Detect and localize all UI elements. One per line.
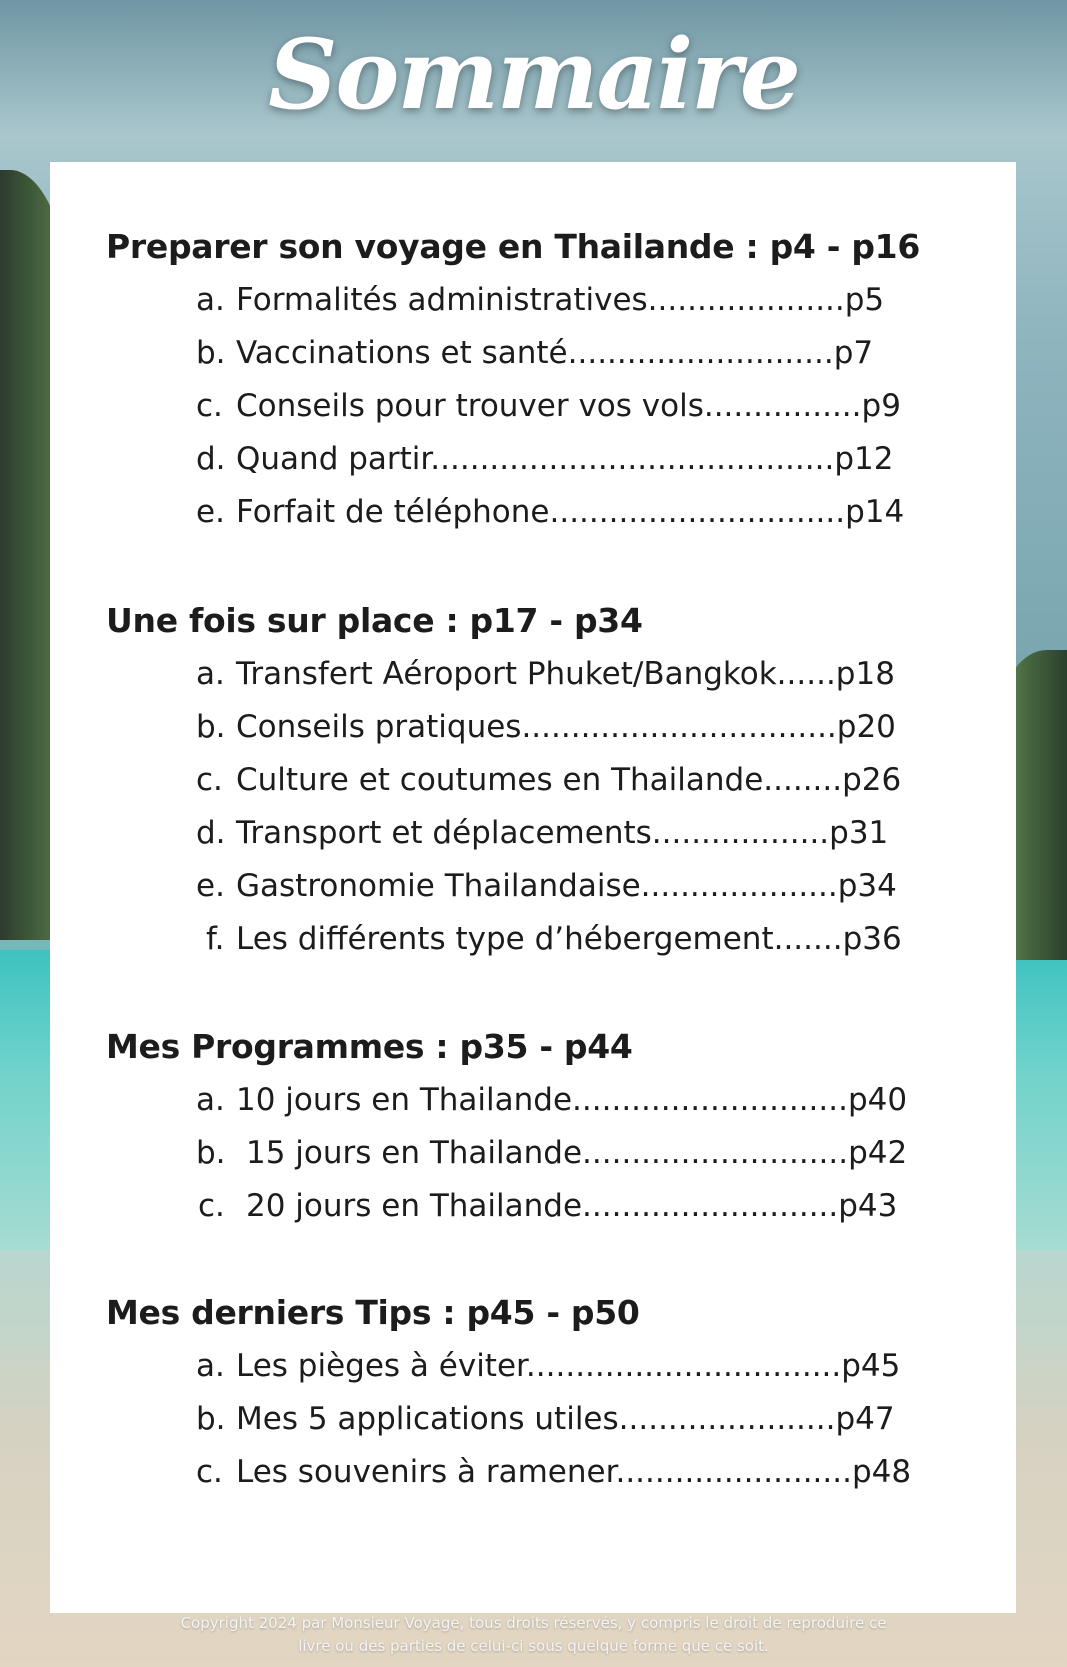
toc-item bbox=[106, 486, 986, 539]
item-text: 15 jours en Thailande...........................p42 bbox=[246, 1135, 908, 1171]
toc-item bbox=[106, 807, 986, 860]
item-text: 20 jours en Thailande..........................p43 bbox=[246, 1188, 898, 1224]
item-text: 10 jours en Thailande............................p40 bbox=[236, 1082, 908, 1118]
item-letter: a. bbox=[196, 1082, 225, 1118]
item-letter: e. bbox=[196, 494, 225, 530]
item-text: Les différents type d’hébergement.......p36 bbox=[236, 921, 902, 957]
item-text: Transport et déplacements..................p31 bbox=[236, 815, 889, 851]
item-text: Transfert Aéroport Phuket/Bangkok......p18 bbox=[236, 656, 895, 692]
toc-item bbox=[106, 1180, 986, 1233]
item-text: Culture et coutumes en Thailande........p26 bbox=[236, 762, 902, 798]
item-text: Conseils pratiques................................p20 bbox=[236, 709, 896, 745]
item-letter: d. bbox=[196, 815, 226, 851]
toc-item bbox=[106, 754, 986, 807]
toc-item bbox=[106, 1127, 986, 1180]
item-text: Quand partir.........................................p12 bbox=[236, 441, 894, 477]
toc-item bbox=[106, 648, 986, 701]
toc-section bbox=[106, 220, 986, 539]
copyright-line: Copyright 2024 par Monsieur Voyage, tous droits réservés, y compris le droit de reproduire ce bbox=[180, 1614, 887, 1632]
item-letter: a. bbox=[196, 656, 225, 692]
item-text: Les souvenirs à ramener........................p48 bbox=[236, 1454, 912, 1490]
section-heading: Mes Programmes : p35 - p44 bbox=[106, 1027, 633, 1066]
item-letter: c. bbox=[196, 1454, 223, 1490]
section-heading: Mes derniers Tips : p45 - p50 bbox=[106, 1293, 640, 1332]
item-letter: c. bbox=[198, 1188, 225, 1224]
toc-item bbox=[106, 1074, 986, 1127]
item-text: Vaccinations et santé...........................p7 bbox=[236, 335, 874, 371]
toc-item bbox=[106, 1393, 986, 1446]
copyright-line: livre ou des parties de celui-ci sous quelque forme que ce soit. bbox=[298, 1637, 769, 1655]
item-letter: c. bbox=[196, 388, 223, 424]
toc-section bbox=[106, 1020, 986, 1233]
toc-section bbox=[106, 594, 986, 966]
item-letter: a. bbox=[196, 1348, 225, 1384]
item-text: Mes 5 applications utiles......................p47 bbox=[236, 1401, 895, 1437]
toc-item bbox=[106, 327, 986, 380]
table-of-contents-card bbox=[50, 162, 1016, 1613]
toc-item bbox=[106, 274, 986, 327]
item-letter: e. bbox=[196, 868, 225, 904]
item-letter: b. bbox=[196, 1401, 226, 1437]
item-letter: b. bbox=[196, 1135, 226, 1171]
item-letter: b. bbox=[196, 335, 226, 371]
item-text: Forfait de téléphone..............................p14 bbox=[236, 494, 905, 530]
toc-item bbox=[106, 913, 986, 966]
item-text: Les pièges à éviter................................p45 bbox=[236, 1348, 901, 1384]
toc-item bbox=[106, 1446, 986, 1499]
item-letter: c. bbox=[196, 762, 223, 798]
page-title: Sommaire bbox=[268, 18, 799, 131]
toc-section bbox=[106, 1286, 986, 1499]
item-letter: d. bbox=[196, 441, 226, 477]
toc-item bbox=[106, 433, 986, 486]
section-heading: Une fois sur place : p17 - p34 bbox=[106, 601, 643, 640]
toc-item bbox=[106, 380, 986, 433]
toc-item bbox=[106, 1340, 986, 1393]
toc-item bbox=[106, 860, 986, 913]
item-text: Formalités administratives....................p5 bbox=[236, 282, 885, 318]
toc-item bbox=[106, 701, 986, 754]
item-letter: a. bbox=[196, 282, 225, 318]
item-letter: b. bbox=[196, 709, 226, 745]
item-text: Gastronomie Thailandaise....................p34 bbox=[236, 868, 897, 904]
item-text: Conseils pour trouver vos vols................p9 bbox=[236, 388, 901, 424]
item-letter: f. bbox=[206, 921, 225, 957]
section-heading: Preparer son voyage en Thailande : p4 - p16 bbox=[106, 227, 921, 266]
copyright-notice bbox=[0, 1612, 1067, 1658]
